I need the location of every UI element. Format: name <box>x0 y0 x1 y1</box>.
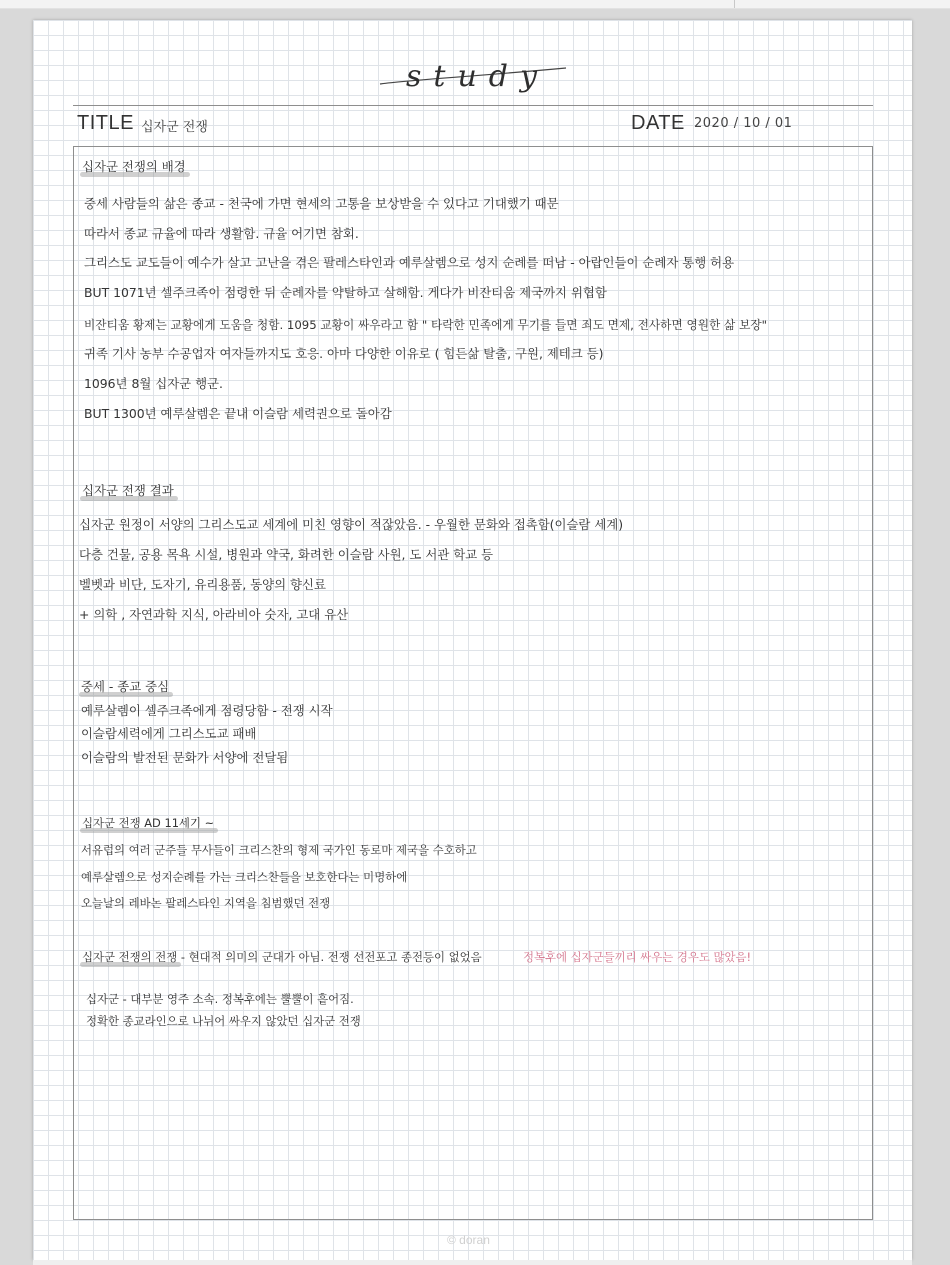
ad11-line: 예루살렘으로 성지순례를 가는 크리스찬들을 보호한다는 미명하에 <box>81 870 408 884</box>
heading-text: 십자군 전쟁의 배경 <box>82 159 186 174</box>
background-line: BUT 1300년 예루살렘은 끝내 이슬람 세력권으로 돌아감 <box>84 406 392 421</box>
background-line: 귀족 기사 농부 수공업자 여자들까지도 호응. 아마 다양한 이유로 ( 힘든삶 탈출, 구원, 제테크 등) <box>84 346 604 361</box>
logo-text: study <box>406 59 549 94</box>
heading-highlight <box>80 172 190 177</box>
nature-line: 정확한 종교라인으로 나뉘어 싸우지 않았던 십자군 전쟁 <box>86 1014 361 1028</box>
header-rule <box>73 105 873 106</box>
background-line: 중세 사람들의 삶은 종교 - 천국에 가면 현세의 고통을 보상받을 수 있다고 기대했기 때문 <box>84 196 559 211</box>
results-line: 십자군 원정이 서양의 그리스도교 세계에 미친 영향이 적잖았음. - 우월한 문화와 접촉함(이슬람 세계) <box>79 517 624 532</box>
section-heading-ad11 <box>82 815 214 833</box>
medieval-line: 이슬람세력에게 그리스도교 패배 <box>81 726 257 741</box>
heading-highlight <box>79 692 173 697</box>
background-line: 그리스도 교도들이 예수가 살고 고난을 겪은 팔레스타인과 예루살렘으로 성지 순례를 떠남 - 아랍인들이 순례자 통행 허용 <box>84 255 735 270</box>
red-note: 정복후에 십자군들끼리 싸우는 경우도 많았음! <box>523 950 752 964</box>
heading-tail-text: - 현대적 의미의 군대가 아님. 전쟁 선전포고 종전등이 없었음 <box>180 950 482 964</box>
section-heading-background <box>82 159 186 177</box>
heading-text: 십자군 전쟁 결과 <box>82 483 174 498</box>
results-line: 벨벳과 비단, 도자기, 유리용품, 동양의 향신료 <box>79 577 326 592</box>
heading-text: 중세 - 종교 중심 <box>81 679 170 694</box>
heading-highlight <box>80 496 178 501</box>
study-logo-graphic <box>378 56 568 96</box>
heading-highlight <box>80 828 218 833</box>
nature-line: 십자군 - 대부분 영주 소속. 정복후에는 뿔뿔이 흩어짐. <box>86 992 354 1006</box>
background-line: BUT 1071년 셀주크족이 점령한 뒤 순례자를 약탈하고 살해함. 게다가 비잔티움 제국까지 위협함 <box>84 285 607 300</box>
ad11-line: 오늘날의 레바논 팔레스타인 지역을 침범했던 전쟁 <box>81 896 331 910</box>
heading-text: 십자군 전쟁 AD 11세기 ~ <box>82 816 215 830</box>
background-line: 따라서 종교 규율에 따라 생활함. 규율 어기면 참회. <box>84 226 359 241</box>
watermark: © doran <box>447 1233 490 1247</box>
date-label: DATE <box>631 112 685 134</box>
results-line: 다층 건물, 공용 목욕 시설, 병원과 약국, 화려한 이슬람 사원, 도 서관 학교 등 <box>79 547 494 562</box>
date-value: 2020 / 10 / 01 <box>694 116 793 131</box>
ad11-line: 서유럽의 여러 군주들 무사들이 크리스찬의 형제 국가인 동로마 제국을 수호하고 <box>81 843 477 857</box>
top-bar-divider <box>734 0 735 8</box>
viewer-top-bar <box>0 0 950 9</box>
section-heading-nature <box>82 949 177 967</box>
heading-highlight <box>80 962 181 967</box>
section-heading-medieval <box>81 679 169 697</box>
medieval-line: 예루살렘이 셀주크족에게 점령당함 - 전쟁 시작 <box>81 703 333 718</box>
section-heading-results <box>82 483 174 501</box>
medieval-line: 이슬람의 발전된 문화가 서양에 전달됨 <box>81 750 289 765</box>
background-line: 1096년 8월 십자군 행군. <box>84 376 223 391</box>
viewer-bottom-bar <box>33 1260 912 1265</box>
study-script-logo <box>378 56 568 96</box>
title-value: 십자군 전쟁 <box>141 120 208 135</box>
notebook-page <box>33 20 912 1260</box>
title-label: TITLE <box>77 112 134 134</box>
section-heading-nature-row <box>82 949 482 967</box>
heading-text: 십자군 전쟁의 전쟁 <box>82 950 178 964</box>
content-box <box>73 146 873 1220</box>
background-line: 비잔티움 황제는 교황에게 도움을 청함. 1095 교황이 싸우라고 함 " 타락한 민족에게 무기를 들면 죄도 면제, 전사하면 영원한 삶 보장" <box>84 318 768 332</box>
results-line: + 의학 , 자연과학 지식, 아라비아 숫자, 고대 유산 <box>79 607 349 622</box>
